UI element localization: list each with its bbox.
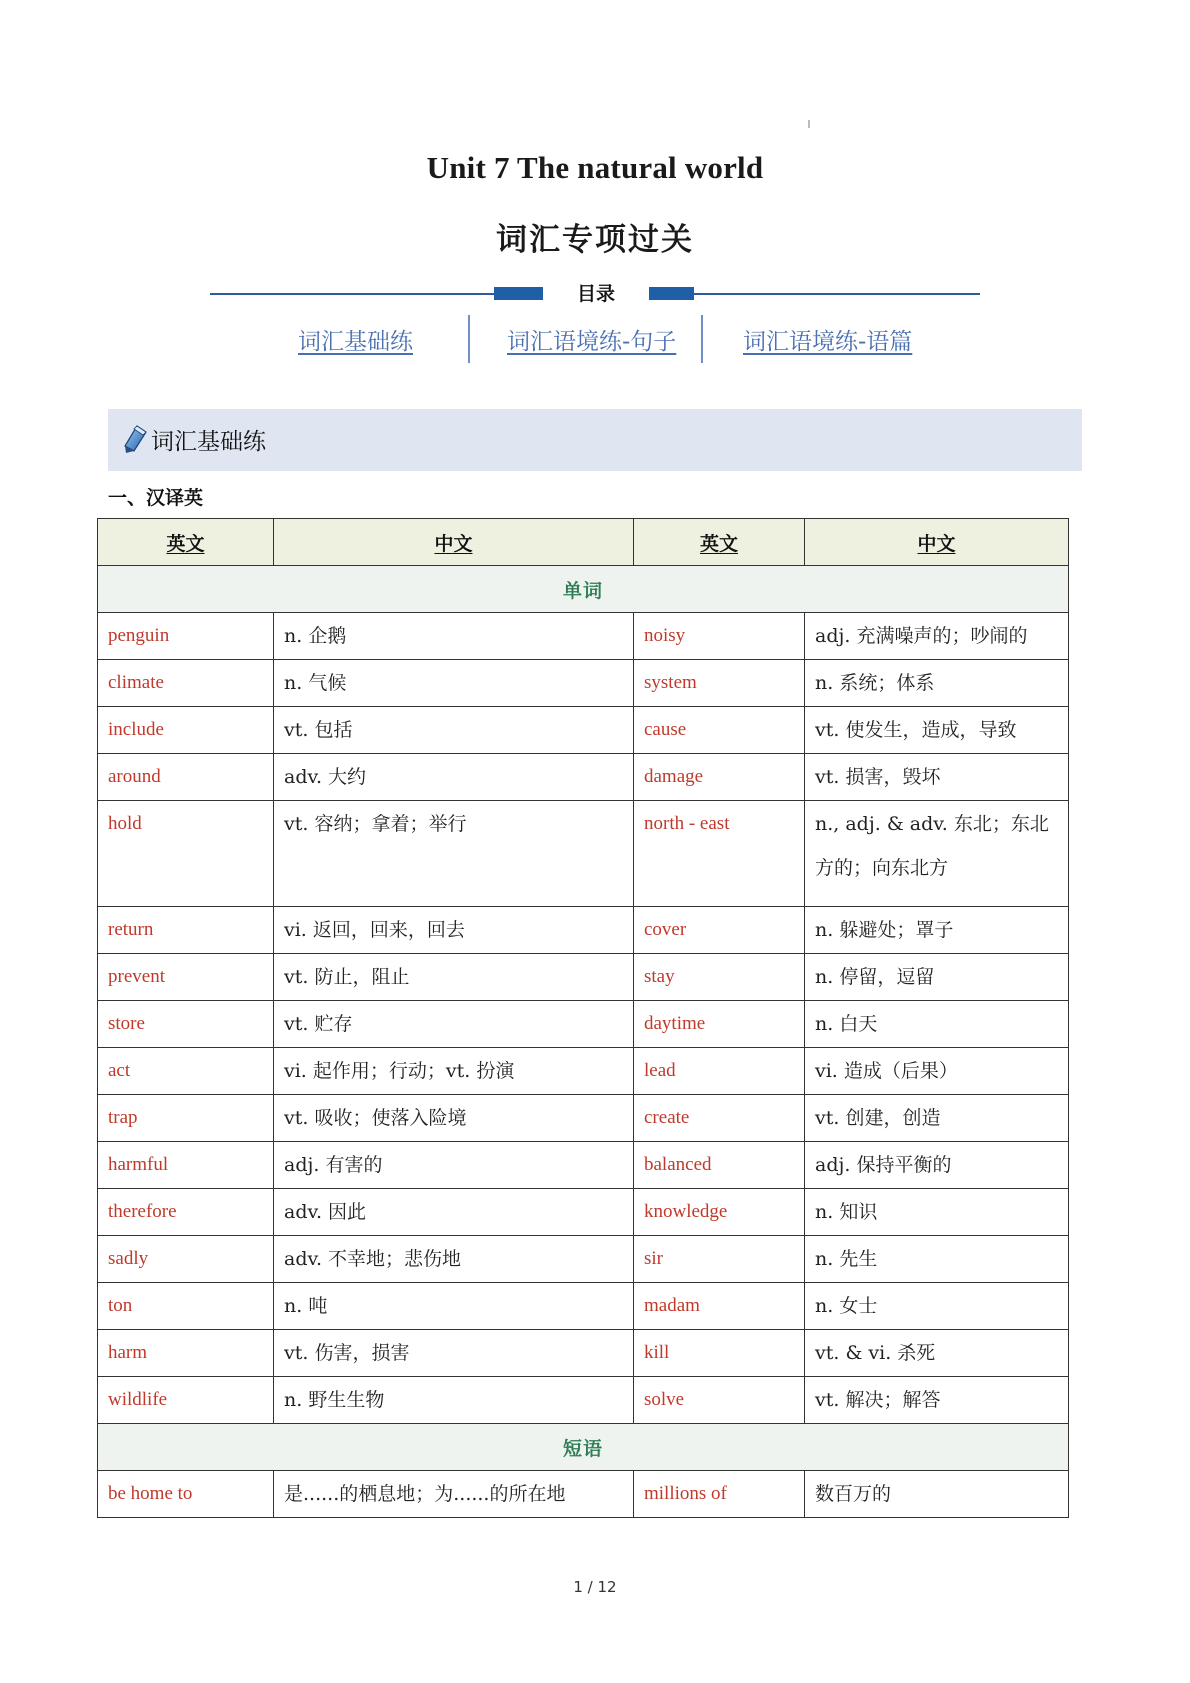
table-row: [98, 1471, 1069, 1518]
english-word-cell: balanced: [634, 1142, 805, 1189]
chinese-meaning-cell: adv. 因此: [274, 1189, 634, 1236]
chinese-meaning-cell: n. 知识: [805, 1189, 1069, 1236]
chinese-meaning-cell: n. 白天: [805, 1001, 1069, 1048]
table-row: [98, 1377, 1069, 1424]
chinese-meaning-cell: vi. 返回，回来，回去: [274, 907, 634, 954]
chinese-meaning-cell: n. 女士: [805, 1283, 1069, 1330]
chinese-meaning-cell: n., adj. & adv. 东北；东北方的；向东北方: [805, 801, 1069, 907]
english-word-cell: damage: [634, 754, 805, 801]
column-header-english: 英文: [634, 519, 805, 566]
english-word-cell: daytime: [634, 1001, 805, 1048]
chinese-meaning-cell: adv. 不幸地；悲伤地: [274, 1236, 634, 1283]
column-header-english: 英文: [98, 519, 274, 566]
chinese-meaning-cell: n. 停留，逗留: [805, 954, 1069, 1001]
english-word-cell: harm: [98, 1330, 274, 1377]
english-word-cell: around: [98, 754, 274, 801]
chinese-meaning-cell: n. 躲避处；罩子: [805, 907, 1069, 954]
page-number: 1 / 12: [573, 1578, 617, 1596]
chinese-meaning-cell: 是......的栖息地；为......的所在地: [274, 1471, 634, 1518]
english-word-cell: sadly: [98, 1236, 274, 1283]
table-row: [98, 1283, 1069, 1330]
section-banner: [108, 409, 1082, 471]
english-word-cell: wildlife: [98, 1377, 274, 1424]
chinese-meaning-cell: n. 系统；体系: [805, 660, 1069, 707]
english-word-cell: solve: [634, 1377, 805, 1424]
chinese-meaning-cell: adj. 有害的: [274, 1142, 634, 1189]
column-header-chinese: 中文: [274, 519, 634, 566]
table-row: [98, 1189, 1069, 1236]
toc-link-basic[interactable]: 词汇基础练: [298, 329, 413, 355]
toc-label: 目录: [543, 282, 649, 306]
table-row: [98, 1236, 1069, 1283]
column-header-chinese: 中文: [805, 519, 1069, 566]
english-word-cell: therefore: [98, 1189, 274, 1236]
english-word-cell: lead: [634, 1048, 805, 1095]
table-row: [98, 801, 1069, 907]
page-mark: [808, 120, 810, 128]
exercise-heading: 一、汉译英: [108, 487, 204, 509]
chinese-meaning-cell: vt. 容纳；拿着；举行: [274, 801, 634, 907]
english-word-cell: millions of: [634, 1471, 805, 1518]
vocabulary-table: [97, 518, 1069, 1518]
chinese-meaning-cell: adv. 大约: [274, 754, 634, 801]
english-word-cell: madam: [634, 1283, 805, 1330]
group-label: 单词: [98, 566, 1069, 613]
chinese-meaning-cell: vt. 解决；解答: [805, 1377, 1069, 1424]
chinese-meaning-cell: vt. 使发生，造成，导致: [805, 707, 1069, 754]
table-row: [98, 1142, 1069, 1189]
chinese-meaning-cell: n. 气候: [274, 660, 634, 707]
chinese-meaning-cell: vi. 起作用；行动；vt. 扮演: [274, 1048, 634, 1095]
chinese-meaning-cell: n. 先生: [805, 1236, 1069, 1283]
english-word-cell: store: [98, 1001, 274, 1048]
english-word-cell: act: [98, 1048, 274, 1095]
toc-divider: [210, 284, 980, 306]
english-word-cell: system: [634, 660, 805, 707]
chinese-meaning-cell: vt. 伤害，损害: [274, 1330, 634, 1377]
table-row: [98, 754, 1069, 801]
table-group-row: [98, 1424, 1069, 1471]
chinese-meaning-cell: adj. 保持平衡的: [805, 1142, 1069, 1189]
table-row: [98, 954, 1069, 1001]
english-word-cell: be home to: [98, 1471, 274, 1518]
toc-link-passage[interactable]: 词汇语境练-语篇: [743, 329, 913, 355]
table-group-row: [98, 566, 1069, 613]
english-word-cell: include: [98, 707, 274, 754]
toc-link-sentence[interactable]: 词汇语境练-句子: [507, 329, 677, 355]
chinese-meaning-cell: n. 吨: [274, 1283, 634, 1330]
chinese-meaning-cell: adj. 充满噪声的；吵闹的: [805, 613, 1069, 660]
table-row: [98, 1048, 1069, 1095]
chinese-meaning-cell: vi. 造成（后果）: [805, 1048, 1069, 1095]
chinese-meaning-cell: 数百万的: [805, 1471, 1069, 1518]
english-word-cell: trap: [98, 1095, 274, 1142]
toc-separator: [701, 315, 703, 363]
chinese-meaning-cell: n. 野生生物: [274, 1377, 634, 1424]
toc-links: [270, 315, 940, 363]
table-row: [98, 613, 1069, 660]
english-word-cell: cause: [634, 707, 805, 754]
english-word-cell: harmful: [98, 1142, 274, 1189]
english-word-cell: create: [634, 1095, 805, 1142]
english-word-cell: sir: [634, 1236, 805, 1283]
chinese-meaning-cell: vt. 创建，创造: [805, 1095, 1069, 1142]
table-row: [98, 1001, 1069, 1048]
english-word-cell: return: [98, 907, 274, 954]
chinese-meaning-cell: vt. 防止，阻止: [274, 954, 634, 1001]
document-subtitle: 词汇专项过关: [496, 222, 694, 258]
table-row: [98, 707, 1069, 754]
table-row: [98, 1095, 1069, 1142]
english-word-cell: kill: [634, 1330, 805, 1377]
chinese-meaning-cell: vt. 包括: [274, 707, 634, 754]
pencil-gem-icon: [122, 424, 148, 454]
group-label: 短语: [98, 1424, 1069, 1471]
table-row: [98, 907, 1069, 954]
english-word-cell: noisy: [634, 613, 805, 660]
chinese-meaning-cell: vt. 吸收；使落入险境: [274, 1095, 634, 1142]
english-word-cell: cover: [634, 907, 805, 954]
chinese-meaning-cell: vt. & vi. 杀死: [805, 1330, 1069, 1377]
english-word-cell: climate: [98, 660, 274, 707]
section-title: 词汇基础练: [151, 429, 266, 455]
chinese-meaning-cell: vt. 损害，毁坏: [805, 754, 1069, 801]
english-word-cell: ton: [98, 1283, 274, 1330]
table-row: [98, 1330, 1069, 1377]
chinese-meaning-cell: n. 企鹅: [274, 613, 634, 660]
english-word-cell: hold: [98, 801, 274, 907]
english-word-cell: stay: [634, 954, 805, 1001]
english-word-cell: knowledge: [634, 1189, 805, 1236]
document-title: Unit 7 The natural world: [426, 150, 764, 185]
toc-separator: [468, 315, 470, 363]
table-row: [98, 660, 1069, 707]
table-header-row: [98, 519, 1069, 566]
chinese-meaning-cell: vt. 贮存: [274, 1001, 634, 1048]
english-word-cell: north - east: [634, 801, 805, 907]
english-word-cell: penguin: [98, 613, 274, 660]
table-body: [98, 566, 1069, 1518]
english-word-cell: prevent: [98, 954, 274, 1001]
